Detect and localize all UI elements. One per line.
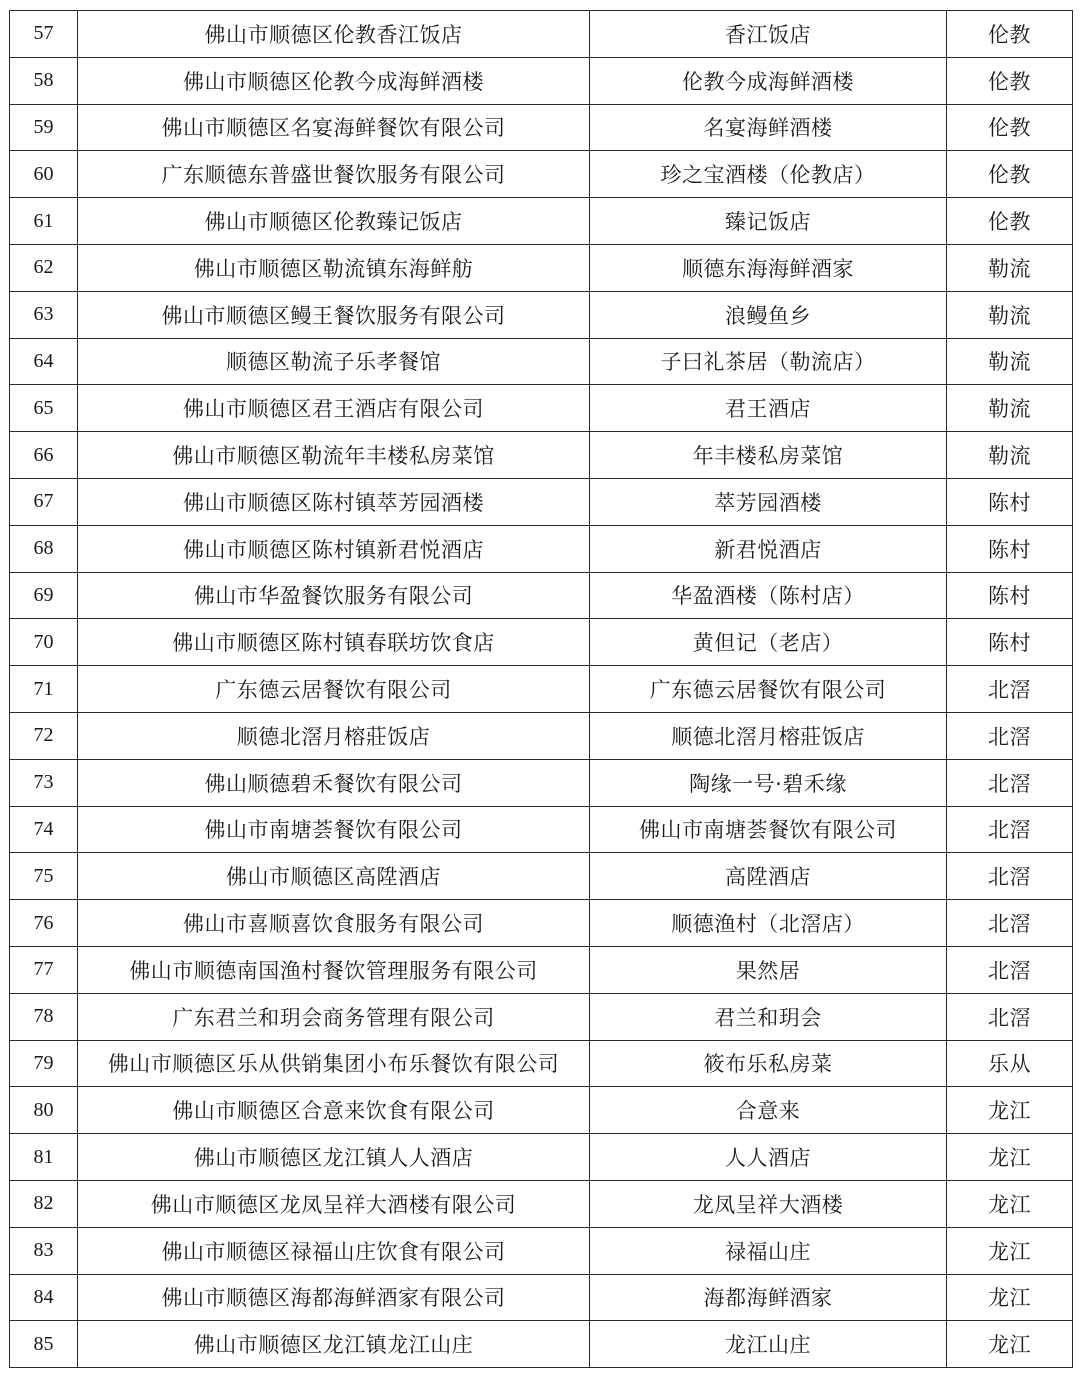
table-row (10, 1087, 1073, 1134)
town-cell: 陈村 (947, 619, 1073, 666)
shop-name-cell: 萃芳园酒楼 (590, 478, 947, 525)
shop-name-cell: 果然居 (590, 946, 947, 993)
town-cell: 龙江 (947, 1227, 1073, 1274)
company-name-cell: 佛山市顺德区伦教臻记饭店 (78, 198, 590, 245)
table-row (10, 946, 1073, 993)
table-row (10, 1274, 1073, 1321)
town-cell: 北滘 (947, 853, 1073, 900)
table-row (10, 1227, 1073, 1274)
shop-name-cell: 海都海鲜酒家 (590, 1274, 947, 1321)
table-row (10, 619, 1073, 666)
shop-name-cell: 顺德东海海鲜酒家 (590, 244, 947, 291)
town-cell: 北滘 (947, 993, 1073, 1040)
table-row (10, 853, 1073, 900)
town-cell: 勒流 (947, 291, 1073, 338)
town-cell: 龙江 (947, 1180, 1073, 1227)
table-row (10, 104, 1073, 151)
town-cell: 陈村 (947, 525, 1073, 572)
shop-name-cell: 浪鳗鱼乡 (590, 291, 947, 338)
company-name-cell: 佛山市顺德区陈村镇春联坊饮食店 (78, 619, 590, 666)
shop-name-cell: 年丰楼私房菜馆 (590, 432, 947, 479)
town-cell: 伦教 (947, 57, 1073, 104)
table-row (10, 432, 1073, 479)
table-row (10, 525, 1073, 572)
town-cell: 北滘 (947, 946, 1073, 993)
company-name-cell: 佛山市顺德区禄福山庄饮食有限公司 (78, 1227, 590, 1274)
company-name-cell: 佛山市顺德区君王酒店有限公司 (78, 385, 590, 432)
row-number-cell: 77 (10, 946, 78, 993)
table-row (10, 712, 1073, 759)
restaurant-list-table (9, 10, 1073, 1368)
company-name-cell: 佛山市顺德区海都海鲜酒家有限公司 (78, 1274, 590, 1321)
town-cell: 龙江 (947, 1134, 1073, 1181)
table-row (10, 198, 1073, 245)
shop-name-cell: 顺德渔村（北滘店） (590, 900, 947, 947)
row-number-cell: 81 (10, 1134, 78, 1181)
company-name-cell: 佛山市顺德区伦教香江饭店 (78, 11, 590, 58)
town-cell: 伦教 (947, 11, 1073, 58)
table-row (10, 900, 1073, 947)
row-number-cell: 57 (10, 11, 78, 58)
company-name-cell: 佛山市顺德区陈村镇新君悦酒店 (78, 525, 590, 572)
shop-name-cell: 子曰礼茶居（勒流店） (590, 338, 947, 385)
row-number-cell: 83 (10, 1227, 78, 1274)
shop-name-cell: 香江饭店 (590, 11, 947, 58)
table-row (10, 151, 1073, 198)
row-number-cell: 59 (10, 104, 78, 151)
shop-name-cell: 君王酒店 (590, 385, 947, 432)
company-name-cell: 佛山市顺德区龙江镇人人酒店 (78, 1134, 590, 1181)
shop-name-cell: 顺德北滘月榕莊饭店 (590, 712, 947, 759)
table-row (10, 11, 1073, 58)
table-row (10, 572, 1073, 619)
row-number-cell: 69 (10, 572, 78, 619)
row-number-cell: 79 (10, 1040, 78, 1087)
company-name-cell: 广东君兰和玥会商务管理有限公司 (78, 993, 590, 1040)
row-number-cell: 76 (10, 900, 78, 947)
company-name-cell: 佛山市南塘荟餐饮有限公司 (78, 806, 590, 853)
row-number-cell: 73 (10, 759, 78, 806)
town-cell: 伦教 (947, 151, 1073, 198)
shop-name-cell: 广东德云居餐饮有限公司 (590, 666, 947, 713)
row-number-cell: 66 (10, 432, 78, 479)
company-name-cell: 佛山市华盈餐饮服务有限公司 (78, 572, 590, 619)
town-cell: 北滘 (947, 759, 1073, 806)
row-number-cell: 74 (10, 806, 78, 853)
company-name-cell: 佛山市顺德区高陞酒店 (78, 853, 590, 900)
table-row (10, 1180, 1073, 1227)
table-row (10, 1134, 1073, 1181)
row-number-cell: 78 (10, 993, 78, 1040)
shop-name-cell: 筱布乐私房菜 (590, 1040, 947, 1087)
row-number-cell: 85 (10, 1321, 78, 1368)
town-cell: 龙江 (947, 1087, 1073, 1134)
town-cell: 勒流 (947, 432, 1073, 479)
town-cell: 伦教 (947, 198, 1073, 245)
town-cell: 北滘 (947, 712, 1073, 759)
shop-name-cell: 臻记饭店 (590, 198, 947, 245)
shop-name-cell: 华盈酒楼（陈村店） (590, 572, 947, 619)
row-number-cell: 58 (10, 57, 78, 104)
company-name-cell: 顺德区勒流子乐孝餐馆 (78, 338, 590, 385)
town-cell: 勒流 (947, 338, 1073, 385)
company-name-cell: 佛山市喜顺喜饮食服务有限公司 (78, 900, 590, 947)
shop-name-cell: 名宴海鲜酒楼 (590, 104, 947, 151)
row-number-cell: 61 (10, 198, 78, 245)
shop-name-cell: 新君悦酒店 (590, 525, 947, 572)
row-number-cell: 60 (10, 151, 78, 198)
town-cell: 北滘 (947, 806, 1073, 853)
shop-name-cell: 高陞酒店 (590, 853, 947, 900)
shop-name-cell: 伦教今成海鲜酒楼 (590, 57, 947, 104)
company-name-cell: 广东德云居餐饮有限公司 (78, 666, 590, 713)
table-row (10, 244, 1073, 291)
table-row (10, 993, 1073, 1040)
row-number-cell: 64 (10, 338, 78, 385)
shop-name-cell: 龙江山庄 (590, 1321, 947, 1368)
shop-name-cell: 陶缘一号·碧禾缘 (590, 759, 947, 806)
town-cell: 龙江 (947, 1274, 1073, 1321)
row-number-cell: 63 (10, 291, 78, 338)
shop-name-cell: 佛山市南塘荟餐饮有限公司 (590, 806, 947, 853)
company-name-cell: 佛山市顺德区龙凤呈祥大酒楼有限公司 (78, 1180, 590, 1227)
town-cell: 龙江 (947, 1321, 1073, 1368)
company-name-cell: 佛山市顺德区勒流镇东海鲜舫 (78, 244, 590, 291)
shop-name-cell: 人人酒店 (590, 1134, 947, 1181)
row-number-cell: 65 (10, 385, 78, 432)
town-cell: 勒流 (947, 244, 1073, 291)
town-cell: 陈村 (947, 478, 1073, 525)
town-cell: 北滘 (947, 666, 1073, 713)
table-row (10, 385, 1073, 432)
town-cell: 乐从 (947, 1040, 1073, 1087)
company-name-cell: 佛山市顺德区伦教今成海鲜酒楼 (78, 57, 590, 104)
company-name-cell: 顺德北滘月榕莊饭店 (78, 712, 590, 759)
row-number-cell: 72 (10, 712, 78, 759)
shop-name-cell: 黄但记（老店） (590, 619, 947, 666)
table-body (10, 11, 1073, 1368)
row-number-cell: 75 (10, 853, 78, 900)
row-number-cell: 71 (10, 666, 78, 713)
town-cell: 伦教 (947, 104, 1073, 151)
row-number-cell: 84 (10, 1274, 78, 1321)
row-number-cell: 80 (10, 1087, 78, 1134)
company-name-cell: 佛山市顺德区龙江镇龙江山庄 (78, 1321, 590, 1368)
table-row (10, 1321, 1073, 1368)
company-name-cell: 佛山市顺德区名宴海鲜餐饮有限公司 (78, 104, 590, 151)
company-name-cell: 佛山顺德碧禾餐饮有限公司 (78, 759, 590, 806)
town-cell: 勒流 (947, 385, 1073, 432)
shop-name-cell: 龙凤呈祥大酒楼 (590, 1180, 947, 1227)
table-row (10, 57, 1073, 104)
company-name-cell: 佛山市顺德南国渔村餐饮管理服务有限公司 (78, 946, 590, 993)
shop-name-cell: 合意来 (590, 1087, 947, 1134)
row-number-cell: 62 (10, 244, 78, 291)
shop-name-cell: 君兰和玥会 (590, 993, 947, 1040)
company-name-cell: 佛山市顺德区乐从供销集团小布乐餐饮有限公司 (78, 1040, 590, 1087)
row-number-cell: 82 (10, 1180, 78, 1227)
row-number-cell: 68 (10, 525, 78, 572)
company-name-cell: 佛山市顺德区合意来饮食有限公司 (78, 1087, 590, 1134)
table-row (10, 478, 1073, 525)
company-name-cell: 佛山市顺德区陈村镇萃芳园酒楼 (78, 478, 590, 525)
shop-name-cell: 禄福山庄 (590, 1227, 947, 1274)
table-row (10, 759, 1073, 806)
town-cell: 陈村 (947, 572, 1073, 619)
table-row (10, 291, 1073, 338)
company-name-cell: 佛山市顺德区勒流年丰楼私房菜馆 (78, 432, 590, 479)
table-row (10, 806, 1073, 853)
row-number-cell: 70 (10, 619, 78, 666)
table-row (10, 1040, 1073, 1087)
company-name-cell: 广东顺德东普盛世餐饮服务有限公司 (78, 151, 590, 198)
row-number-cell: 67 (10, 478, 78, 525)
shop-name-cell: 珍之宝酒楼（伦教店） (590, 151, 947, 198)
town-cell: 北滘 (947, 900, 1073, 947)
table-row (10, 338, 1073, 385)
company-name-cell: 佛山市顺德区鳗王餐饮服务有限公司 (78, 291, 590, 338)
table-row (10, 666, 1073, 713)
